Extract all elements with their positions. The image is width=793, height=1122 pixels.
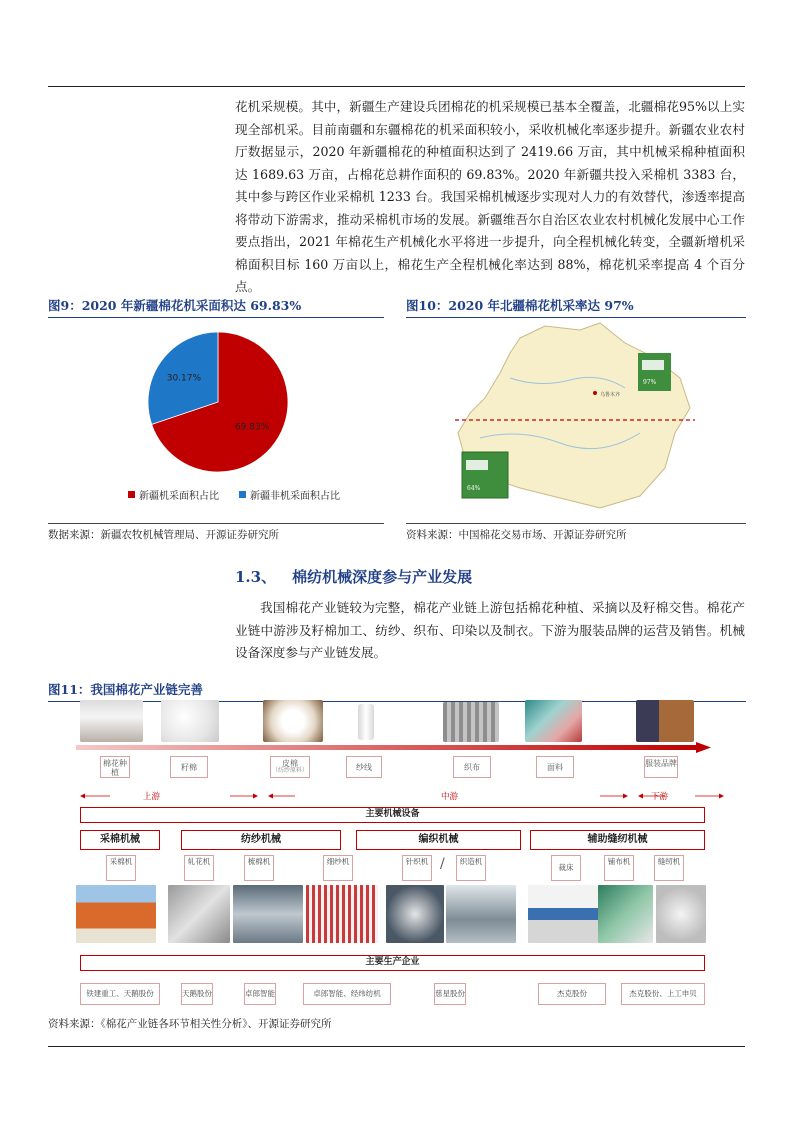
header-rule: [48, 86, 745, 87]
legend-swatch-blue: [239, 491, 246, 498]
photo-harvester: [76, 885, 156, 943]
map-svg: [450, 318, 700, 513]
stage-yarn: 纱线: [346, 756, 382, 778]
photo-loom-floor: [446, 885, 516, 943]
section-heading: [235, 566, 472, 587]
company-gin: 天鹅股份: [181, 983, 213, 1005]
company-harvest: 铁建重工、天鹅股份: [80, 983, 160, 1005]
photo-cutting-machine: [528, 885, 598, 943]
photo-textile: [525, 700, 582, 742]
photo-garment: [636, 700, 694, 742]
photo-carding-machine: [233, 885, 303, 943]
machine-knitting: 针织机: [402, 855, 432, 881]
pie-svg: [118, 322, 318, 482]
stage-lint-cotton: 皮棉 （纺纱原料）: [270, 756, 310, 778]
footer-rule: [48, 1046, 745, 1047]
fig10-source: 资料来源：中国棉花交易市场、开源证券研究所: [406, 523, 746, 542]
industry-chain-diagram: [48, 700, 746, 1012]
segment-arrows: [80, 792, 726, 800]
stage-seed-cotton: 籽棉: [170, 756, 208, 778]
group-sewing-machinery: 辅助缝纫机械: [530, 830, 705, 850]
slash-divider: /: [440, 856, 445, 872]
legend-label-non-mechanized: 新疆非机采面积占比: [250, 491, 340, 502]
stage-weaving: 织布: [453, 756, 491, 778]
photo-lint-cotton: [263, 700, 323, 742]
photo-spinning-frame: [306, 885, 378, 943]
machine-spinning-frame: 细纱机: [323, 855, 353, 881]
paragraph1-text: 花机采规模。其中，新疆生产建设兵团棉花的机采规模已基本全覆盖，北疆棉花95%以上实现全部机采。目前南疆和东疆棉花的机采面积较小，采收机械化率逐步提升。新疆农业农村厅数据显示，2020 年新疆棉花的种植面积达到了 2419.66 万亩，其中机械采棉种植面积达 1689.63 万亩，占棉花总耕作面积的 69.83%。2020 年新疆共投入采棉机 3383 台，其中参与跨区作业采棉机 1233 台。我国采棉机械逐步实现对人力的有效替代，渗透率提高将带动下游需求，推动采棉机市场的发展。新疆维吾尔自治区农业农村机械化发展中心工作要点指出，2021 年棉花生产机械化水平将进一步提升，向全程机械化转变，全疆新增机采棉面积目标 160 万亩以上，棉花生产全程机械化率达到 88%，棉花机采率提高 4 个百分点。: [235, 99, 745, 294]
photo-gin-machine: [168, 885, 230, 943]
machine-cotton-gin: 轧花机: [184, 855, 214, 881]
stage-apparel-brand: 服装品牌: [644, 756, 678, 778]
midstream-label: 中游: [441, 792, 459, 802]
main-equipment-bar: 主要机械设备: [80, 807, 705, 823]
company-cutting: 杰克股份: [538, 983, 606, 1005]
legend-item-non-mechanized: [239, 487, 340, 502]
machine-carding: 梳棉机: [244, 855, 274, 881]
main-companies-bar: 主要生产企业: [80, 955, 705, 971]
machine-cotton-picker: 采棉机: [106, 855, 136, 881]
map-city-label: 乌鲁木齐: [600, 392, 621, 398]
section-title: 棉纺机械深度参与产业发展: [292, 568, 473, 586]
fig11-source: 资料来源：《棉花产业链各环节相关性分析》、开源证券研究所: [48, 1018, 332, 1030]
machine-loom: 织造机: [456, 855, 486, 881]
photo-fabric-rolls: [443, 702, 499, 742]
machine-cutting-bed: 裁床: [551, 855, 581, 881]
upstream-label: 上游: [143, 792, 161, 802]
pie-label-1: 30.17%: [166, 373, 202, 384]
map-city-dot: [593, 391, 597, 395]
fig9-source: 数据来源：新疆农牧机械管理局、开源证券研究所: [48, 523, 384, 542]
legend-label-mechanized: 新疆机采面积占比: [139, 491, 219, 502]
stage-fabric: 面料: [536, 756, 574, 778]
company-knitting: 慈星股份: [434, 983, 466, 1005]
downstream-label: 下游: [651, 792, 669, 802]
legend-swatch-red: [128, 491, 135, 498]
pie-chart: [118, 322, 318, 482]
section-number: 1.3、: [235, 568, 277, 586]
fig10-title: 图10：2020 年北疆棉花机采率达 97%: [406, 296, 746, 318]
south-rate-label: 64%: [467, 485, 481, 492]
photo-spreading-machine: [598, 885, 653, 943]
machine-spreader: 铺布机: [604, 855, 634, 881]
stage-cotton-planting: 棉花种植: [100, 756, 130, 778]
north-harvester-icon: [642, 360, 664, 370]
photo-sewing-machine: [656, 885, 706, 943]
flow-arrow: [76, 742, 711, 754]
paragraph-mechanized-harvest: [235, 96, 745, 299]
company-carding: 卓郎智能: [244, 983, 276, 1005]
pie-legend: [128, 487, 340, 502]
north-rate-label: 97%: [643, 379, 657, 386]
photo-seed-cotton: [161, 700, 219, 742]
photo-circular-knitting: [386, 885, 444, 943]
photo-yarn: [358, 704, 374, 740]
group-knitting-machinery: 编织机械: [356, 830, 521, 850]
xinjiang-map: [450, 318, 700, 513]
photo-cotton-field: [80, 700, 143, 742]
paragraph-industry-chain: 我国棉花产业链较为完整，棉花产业链上游包括棉花种植、采摘以及籽棉交售。棉花产业链中游涉及籽棉加工、纺纱、织布、印染以及制衣。下游为服装品牌的运营及销售。机械设备深度参与产业链发展。: [235, 600, 745, 660]
pie-label-0: 69.83%: [234, 422, 270, 433]
south-harvester-icon: [466, 460, 488, 470]
group-spinning-machinery: 纺纱机械: [181, 830, 341, 850]
machine-sewing: 缝纫机: [654, 855, 684, 881]
company-sewing: 杰克股份、上工申贝: [621, 983, 705, 1005]
fig9-title: 图9：2020 年新疆棉花机采面积达 69.83%: [48, 296, 384, 318]
legend-item-mechanized: [128, 487, 219, 502]
group-harvesting-machinery: 采棉机械: [80, 830, 160, 850]
company-spinning: 卓郎智能、经纬纺机: [303, 983, 391, 1005]
fig11-title: 图11：我国棉花产业链完善: [48, 680, 746, 702]
